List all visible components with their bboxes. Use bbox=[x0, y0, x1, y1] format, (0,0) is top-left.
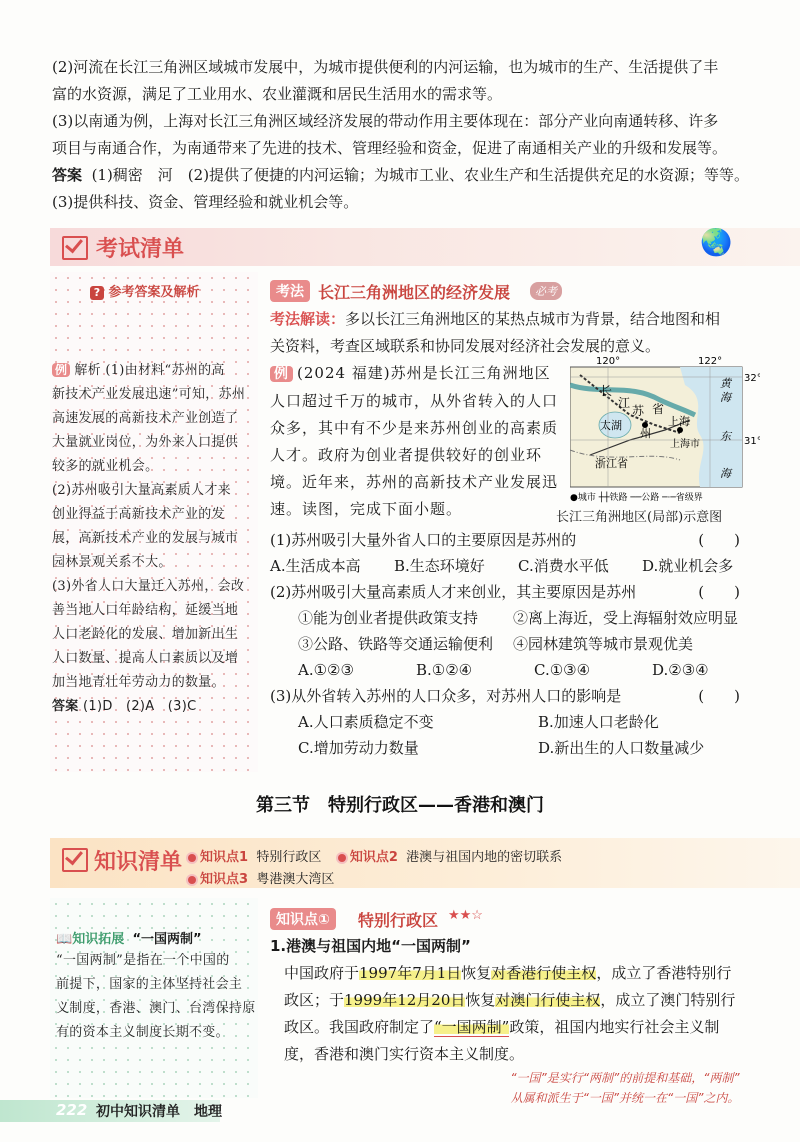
q3-row: (3)从外省转入苏州的人口众多，对苏州人口的影响是 ( ) bbox=[270, 687, 740, 705]
map-label: 黄 bbox=[720, 377, 731, 390]
highlight-text: 对澳门行使主权 bbox=[495, 991, 601, 1009]
sidebar-line: 人口数量、提高人口素质以及增 bbox=[52, 651, 239, 666]
kp-heading: 特别行政区 bbox=[358, 911, 439, 930]
map-label: 苏 bbox=[632, 404, 645, 418]
map-label: 州 bbox=[640, 427, 651, 440]
para-3-line1: (3)以南通为例，上海对长江三角洲区域经济发展的带动作用主要体现在：部分产业向南通转移、许多 bbox=[52, 112, 719, 130]
key-icon: ? bbox=[90, 286, 104, 300]
knowledge-title: 知识清单 bbox=[94, 850, 183, 875]
sidebar-answer: 答案 (1)D (2)A (3)C bbox=[52, 699, 197, 714]
map-label: 省 bbox=[652, 402, 665, 416]
kp-row-2: 知识点3 粤港澳大湾区 bbox=[188, 868, 334, 887]
map-label: 上海 bbox=[668, 415, 690, 428]
yangtze-delta-map bbox=[570, 355, 760, 505]
sidebar-line: 创业得益于高新技术产业的发 bbox=[52, 507, 225, 522]
map-label: 浙江省 bbox=[595, 457, 628, 470]
answer-label: 答案 bbox=[52, 166, 83, 184]
sidebar-line: 高速发展的高新技术产业创造了 bbox=[52, 411, 239, 426]
map-svg bbox=[570, 355, 760, 505]
bullet-icon bbox=[338, 854, 346, 862]
q2-items: ①能为创业者提供政策支持 ②离上海近，受上海辐射效应明显 ③公路、铁路等交通运输便利 ④园林建筑等城市景观优美 bbox=[298, 609, 739, 653]
sidebar-line: (3)外省人口大量迁入苏州，会改 bbox=[52, 579, 245, 594]
map-lon-right: 122° bbox=[698, 356, 723, 367]
sidebar-analysis bbox=[52, 358, 256, 719]
kaofa-tag: 考法 bbox=[270, 280, 310, 302]
kaofa-jiedu: 考法解读：多以长江三角洲地区的某热点城市为背景，结合地图和相 关资料，考查区域联系和协同发展对经济社会发展的意义。 bbox=[270, 310, 721, 355]
map-lat-top: 32° bbox=[744, 373, 760, 384]
sidebar-line: 例 解析 (1)由材料“苏州的高 bbox=[52, 358, 256, 383]
map-label: 江 bbox=[618, 396, 631, 410]
bullet-icon bbox=[188, 876, 196, 884]
map-lon-left: 120° bbox=[596, 356, 621, 367]
map-label: 东 bbox=[720, 430, 731, 443]
map-label: 海 bbox=[720, 467, 731, 480]
para-2-line2: 富的水资源，满足了工业用水、农业灌溉和居民生活用水的需求等。 bbox=[52, 85, 503, 103]
sidebar-line: 善当地人口年龄结构，延缓当地 bbox=[52, 603, 239, 618]
swirl-icon: 🌏 bbox=[700, 228, 733, 258]
stars-rating: ★★☆ bbox=[448, 908, 483, 923]
bullet-icon bbox=[188, 854, 196, 862]
section3-title: 第三节 特别行政区——香港和澳门 bbox=[256, 795, 544, 816]
kaofa-title: 长江三角洲地区的经济发展 bbox=[318, 283, 511, 302]
map-legend: ●城市 ┼┼铁路 ──公路 ─·─省级界 bbox=[570, 493, 703, 503]
example-tag: 例 bbox=[270, 366, 293, 382]
page-number: 222 bbox=[56, 1101, 88, 1119]
kp-tag: 知识点① bbox=[270, 908, 336, 930]
ext-body: “一国两制”是指在一个中国的 前提下，国家的主体坚持社会主 义制度，香港、澳门、台湾保持原 有的资本主义制度长期不变。 bbox=[56, 953, 256, 1040]
checkbox-icon bbox=[62, 848, 88, 872]
highlight-text: “一国两制” bbox=[434, 1018, 510, 1036]
map-lat-bottom: 31° bbox=[744, 436, 760, 447]
kp-body: 中国政府于1997年7月1日恢复对香港行使主权，成立了香港特别行 政区；于1999年12月20日恢复对澳门行使主权，成立了澳门特别行 政区。我国政府制定了“一国两制”政策，祖国内地实行社会主义制 度，香港和澳门实行资本主义制度。 bbox=[284, 964, 736, 1063]
sidebar-line: 大量就业岗位，为外来人口提供 bbox=[52, 435, 239, 450]
sub-heading: 1.港澳与祖国内地“一国两制” bbox=[270, 937, 471, 955]
sidebar-line: 园林景观关系不大。 bbox=[52, 555, 172, 570]
example-stem: 例 (2024 福建)苏州是长江三角洲地区 人口超过千万的城市，从外省转入的人口 众多，其中有不少是来苏州创业的高素质 人才。政府为创业者提供较好的创业环 境。近年来，苏州的高新技术产业发展迅 速。读图，完成下面小题。 bbox=[270, 364, 559, 518]
sidebar-example-tag: 例 bbox=[52, 363, 70, 377]
sidebar-line: 人口老龄化的发展、增加新出生 bbox=[52, 627, 239, 642]
answer-line1: 答案 (1)稠密 河 (2)提供了便捷的内河运输；为城市工业、农业生产和生活提供充足的水资源；等等。 bbox=[52, 166, 750, 184]
highlight-date: 1997年7月1日 bbox=[359, 964, 462, 982]
highlight-date: 1999年12月20日 bbox=[344, 991, 466, 1009]
sidebar-header: ? 参考答案及解析 bbox=[90, 281, 200, 300]
q2-options: A.①②③ B.①②④ C.①③④ D.②③④ bbox=[298, 661, 709, 679]
map-label: 长 bbox=[600, 384, 613, 398]
footer-book-title: 初中知识清单 地理 bbox=[96, 1104, 222, 1120]
checkbox-icon bbox=[62, 236, 88, 260]
kaofa-badge: 必考 bbox=[530, 282, 562, 300]
map-caption: 长江三角洲地区(局部)示意图 bbox=[556, 510, 723, 525]
sidebar-line: 新技术产业发展迅速”可知，苏州 bbox=[52, 387, 246, 402]
handwritten-note: “一国”是实行“两制”的前提和基础，“两制” 从属和派生于“一国”并统一在“一国”之内。 bbox=[510, 1071, 740, 1105]
map-label: 海 bbox=[720, 391, 731, 404]
q1-options: A.生活成本高 B.生态环境好 C.消费水平低 D.就业机会多 bbox=[270, 557, 734, 575]
q1-row: (1)苏州吸引大量外省人口的主要原因是苏州的 ( ) bbox=[270, 531, 740, 549]
map-label: 太湖 bbox=[600, 419, 622, 432]
sidebar-line: 较多的就业机会。 bbox=[52, 459, 159, 474]
book-icon: 📖 bbox=[56, 932, 73, 947]
map-label: 上海市 bbox=[670, 439, 700, 450]
top-answer-block bbox=[52, 54, 762, 216]
para-3-line2: 项目与南通合作，为南通带来了先进的技术、管理经验和资金，促进了南通相关产业的升级和发展等。 bbox=[52, 139, 728, 157]
para-2-line1: (2)河流在长江三角洲区域城市发展中，为城市提供便利的内河运输，也为城市的生产、生活提供了丰 bbox=[52, 58, 719, 76]
kp-row-1: 知识点1 特别行政区 知识点2 港澳与祖国内地的密切联系 bbox=[188, 846, 562, 865]
jiedu-label: 考法解读： bbox=[270, 310, 346, 328]
highlight-text: 对香港行使主权 bbox=[491, 964, 597, 982]
answer-line2: (3)提供科技、资金、管理经验和就业机会等。 bbox=[52, 193, 359, 211]
questions bbox=[270, 527, 770, 761]
q2-row: (2)苏州吸引大量高素质人才来创业，其主要原因是苏州 ( ) bbox=[270, 583, 740, 601]
q3-options: A.人口素质稳定不变 B.加速人口老龄化 C.增加劳动力数量 D.新出生的人口数量减少 bbox=[298, 713, 705, 757]
sidebar-line: 加当地青壮年劳动力的数量。 bbox=[52, 675, 225, 690]
sidebar-line: (2)苏州吸引大量高素质人才来 bbox=[52, 483, 231, 498]
sidebar-line: 展，高新技术产业的发展与城市 bbox=[52, 531, 239, 546]
ext-heading: 📖知识拓展 “一国两制” bbox=[56, 932, 202, 947]
exam-section-title: 考试清单 bbox=[96, 237, 185, 262]
